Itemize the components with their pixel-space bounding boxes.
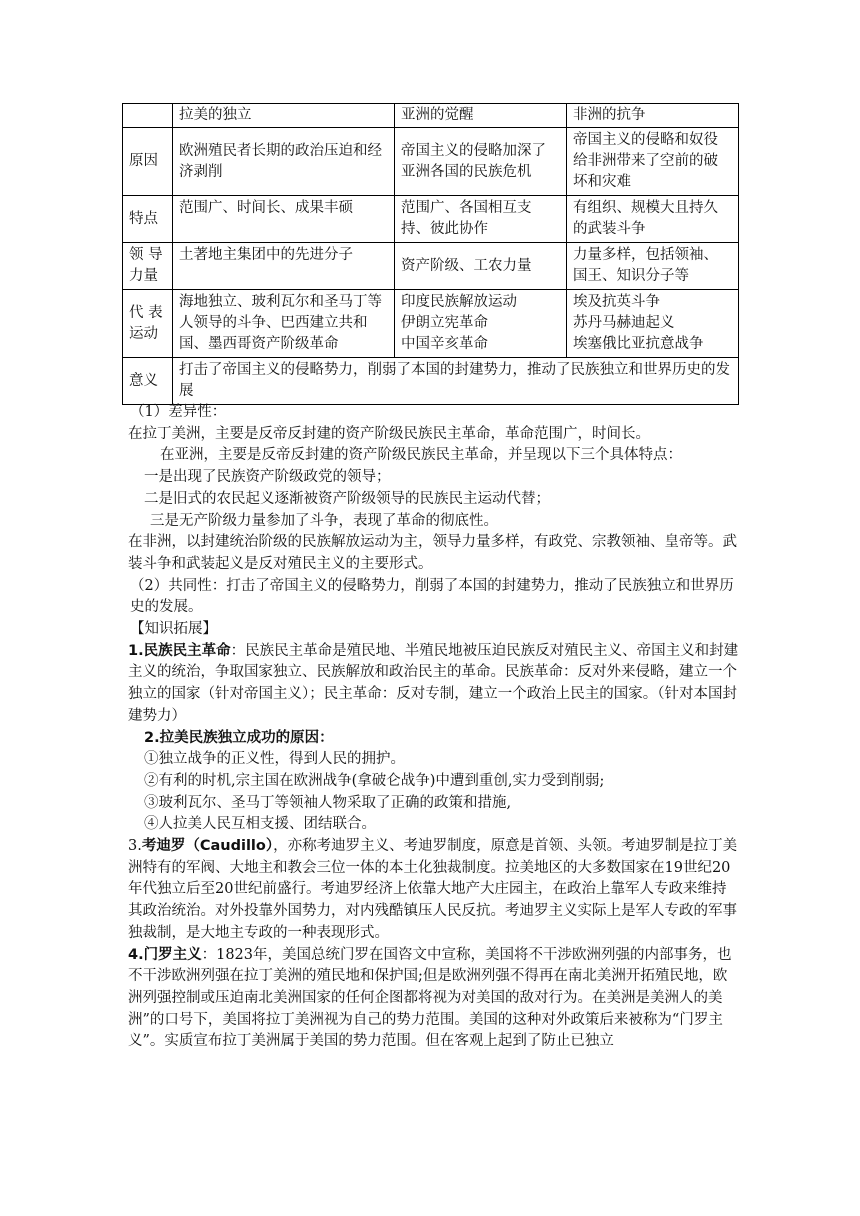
africa-paragraph: 在非洲，以封建统治阶级的民族解放运动为主，领导力量多样，有政党、宗教领袖、皇帝等。武装斗争和武装起义是反对殖民主义的主要形式。 — [128, 534, 737, 572]
latin-america-paragraph: 在拉丁美洲，主要是反帝反封建的资产阶级民族民主革命，革命范围广，时间长。 — [128, 425, 650, 442]
asia-point: 一是出现了民族资产阶级政党的领导； — [144, 469, 391, 486]
table-cell: 范围广、时间长、成果丰硕 — [173, 196, 395, 243]
table-cell: 海地独立、玻利瓦尔和圣马丁等人领导的斗争、巴西建立共和国、墨西哥资产阶级革命 — [173, 290, 395, 358]
paragraph-1 — [128, 641, 740, 728]
row-label: 原因 — [123, 128, 173, 196]
paragraph-3 — [128, 836, 740, 945]
table-row — [123, 358, 739, 405]
term-number: 3. — [128, 838, 142, 855]
table-cell: 土著地主集团中的先进分子 — [173, 243, 395, 290]
row-label: 意义 — [123, 358, 173, 405]
table-row — [123, 128, 739, 196]
table-row — [123, 290, 739, 358]
asia-point: 二是旧式的农民起义逐渐被资产阶级领导的民族民主运动代替； — [144, 490, 550, 507]
table-row — [123, 243, 739, 290]
list-item: ①独立战争的正义性，得到人民的拥护。 — [144, 751, 405, 768]
table-header-cell: 非洲的抗争 — [567, 104, 739, 128]
row-label: 代 表运动 — [123, 290, 173, 358]
term-title: 1.民族民主革命 — [128, 642, 231, 659]
list-item: ③玻利瓦尔、圣马丁等领袖人物采取了正确的政策和措施, — [144, 794, 512, 811]
row-label: 特点 — [123, 196, 173, 243]
asia-paragraph: 在亚洲，主要是反帝反封建的资产阶级民族民主革命，并呈现以下三个具体特点： — [160, 447, 682, 464]
table-cell-span: 打击了帝国主义的侵略势力，削弱了本国的封建势力，推动了民族独立和世界历史的发展 — [173, 358, 739, 405]
diff-heading: （1）差异性： — [130, 404, 227, 420]
paragraph-4 — [128, 945, 740, 1054]
table-header-row — [123, 104, 739, 128]
table-cell: 欧洲殖民者长期的政治压迫和经济剥削 — [173, 128, 395, 196]
comparison-table — [122, 103, 739, 405]
table-cell: 有组织、规模大且持久的武装斗争 — [567, 196, 739, 243]
table-cell: 力量多样，包括领袖、国王、知识分子等 — [567, 243, 739, 290]
paragraph-2-title: 2.拉美民族独立成功的原因： — [144, 729, 334, 746]
table-row — [123, 196, 739, 243]
table-cell: 资产阶级、工农力量 — [395, 243, 567, 290]
common-paragraph-end: 史的发展。 — [130, 599, 203, 616]
table-header-cell — [123, 104, 173, 128]
table-cell: 印度民族解放运动 伊朗立宪革命 中国辛亥革命 — [395, 290, 567, 358]
table-header-cell: 亚洲的觉醒 — [395, 104, 567, 128]
row-label: 领 导力量 — [123, 243, 173, 290]
table-cell: 帝国主义的侵略加深了亚洲各国的民族危机 — [395, 128, 567, 196]
term-title: 4.门罗主义 — [128, 946, 202, 963]
list-item: ②有利的时机,宗主国在欧洲战争(拿破仑战争)中遭到重创,实力受到削弱; — [144, 772, 605, 789]
extension-heading: 【知识拓展】 — [130, 621, 217, 638]
table-cell: 范围广、各国相互支持、彼此协作 — [395, 196, 567, 243]
table-cell: 帝国主义的侵略和奴役给非洲带来了空前的破坏和灾难 — [567, 128, 739, 196]
table-cell: 埃及抗英斗争 苏丹马赫迪起义 埃塞俄比亚抗意战争 — [567, 290, 739, 358]
term-body: ，亦称考迪罗主义、考迪罗制度，原意是首领、头领。考迪罗制是拉丁美洲特有的军阀、大地主和教会三位一体的本土化独裁制度。拉美地区的大多数国家在19世纪20年代独立后至20世纪前盛行。考迪罗经济上依靠大地产大庄园主，在政治上靠军人专政来维持其政治统治。对外投靠外国势力，对内残酷镇压人民反抗。考迪罗主义实际上是军人专政的军事独裁制，是大地主专政的一种表现形式。 — [128, 838, 738, 941]
asia-point: 三是无产阶级力量参加了斗争，表现了革命的彻底性。 — [150, 512, 498, 529]
body-text — [130, 402, 740, 1053]
list-item: ④人拉美人民互相支援、团结联合。 — [144, 816, 376, 833]
term-body: ：民族民主革命是殖民地、半殖民地被压迫民族反对殖民主义、帝国主义和封建主义的统治，争取国家独立、民族解放和政治民主的革命。民族革命：反对外来侵略，建立一个独立的国家（针对帝国主义）；民主革命：反对专制，建立一个政治上民主的国家。（针对本国封建势力） — [128, 642, 739, 724]
table-header-cell: 拉美的独立 — [173, 104, 395, 128]
term-title: 考迪罗（Caudillo） — [141, 838, 274, 855]
common-paragraph: （2）共同性：打击了帝国主义的侵略势力，削弱了本国的封建势力，推动了民族独立和世界历 — [130, 577, 734, 594]
term-body: ：1823年，美国总统门罗在国咨文中宣称，美国将不干涉欧洲列强的内部事务，也不干涉欧洲列强在拉丁美洲的殖民地和保护国;但是欧洲列强不得再在南北美洲开拓殖民地，欧洲列强控制或压迫南北美洲国家的任何企图都将视为对美国的敌对行为。在美洲是美洲人的美洲”的口号下，美国将拉丁美洲视为自己的势力范围。美国的这种对外政策后来被称为“门罗主义”。实质宣布拉丁美洲属于美国的势力范围。但在客观上起到了防止已独立 — [128, 946, 732, 1050]
